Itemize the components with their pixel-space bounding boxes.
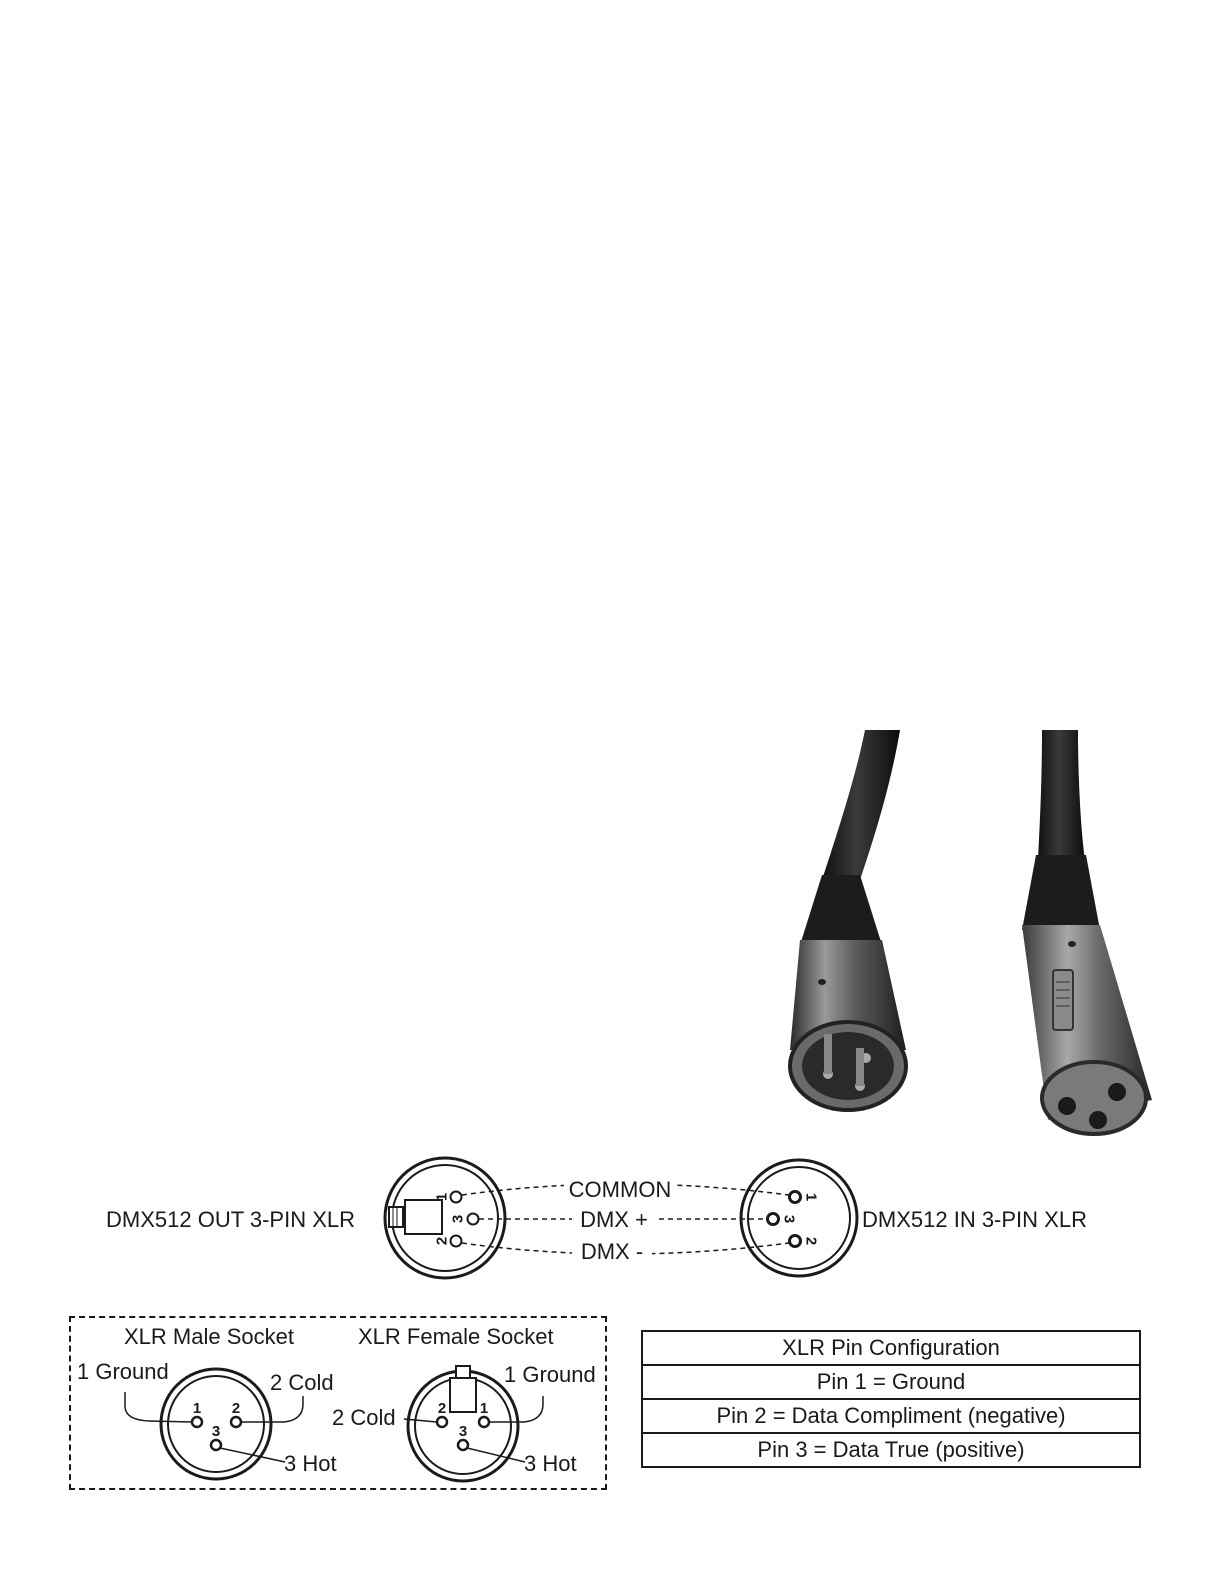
table-row xyxy=(642,1433,1140,1467)
female-pin-3 xyxy=(458,1440,468,1450)
table-cell: Pin 3 = Data True (positive) xyxy=(642,1433,1140,1467)
in-pin-3-num: 3 xyxy=(780,1214,798,1224)
pin-config-table xyxy=(641,1330,1141,1468)
table-row xyxy=(642,1331,1140,1365)
out-pin-2-num: 2 xyxy=(433,1236,451,1246)
male-socket-title: XLR Male Socket xyxy=(124,1324,294,1349)
table-cell: Pin 2 = Data Compliment (negative) xyxy=(642,1399,1140,1433)
dmx-wiring-diagram xyxy=(380,1155,860,1285)
female-boot xyxy=(1022,855,1100,930)
female-hot-label: 3 Hot xyxy=(524,1451,577,1476)
female-cold-label: 2 Cold xyxy=(332,1405,396,1430)
male-cold-label: 2 Cold xyxy=(270,1370,334,1395)
dmx-out-label: DMX512 OUT 3-PIN XLR xyxy=(106,1207,356,1232)
out-pin-3 xyxy=(468,1214,479,1225)
in-pin-2-num: 2 xyxy=(802,1236,820,1246)
female-pin-3-num: 3 xyxy=(458,1423,468,1440)
xlr-cable-photo xyxy=(760,730,1160,1140)
female-latch xyxy=(456,1366,470,1378)
female-pin-1-num: 1 xyxy=(479,1400,489,1417)
female-pin-2 xyxy=(437,1417,447,1427)
table-title: XLR Pin Configuration xyxy=(642,1331,1140,1365)
male-pin-1-num: 1 xyxy=(192,1400,202,1417)
label-dmx-minus: DMX - xyxy=(580,1239,644,1264)
out-pin-1-num: 1 xyxy=(433,1192,451,1202)
male-pin-3-num: 3 xyxy=(211,1423,221,1440)
in-pin-2 xyxy=(790,1236,801,1247)
female-ground-label: 1 Ground xyxy=(504,1362,596,1387)
table-row xyxy=(642,1399,1140,1433)
xlr-sockets-drawing xyxy=(69,1316,603,1486)
out-pin-3-num: 3 xyxy=(449,1214,467,1224)
label-dmx-plus: DMX + xyxy=(580,1207,648,1232)
female-socket-title: XLR Female Socket xyxy=(358,1324,554,1349)
male-boot xyxy=(800,875,882,945)
female-pin-2-num: 2 xyxy=(437,1400,447,1417)
female-latch xyxy=(1053,970,1073,1030)
male-pin-2 xyxy=(231,1417,241,1427)
label-common: COMMON xyxy=(568,1177,672,1202)
out-key xyxy=(405,1200,442,1234)
dmx-in-label: DMX512 IN 3-PIN XLR xyxy=(862,1207,1087,1232)
male-pin-2-num: 2 xyxy=(231,1400,241,1417)
table-cell: Pin 1 = Ground xyxy=(642,1365,1140,1399)
table-row xyxy=(642,1365,1140,1399)
male-pin-3 xyxy=(211,1440,221,1450)
female-pin-1 xyxy=(479,1417,489,1427)
female-key xyxy=(450,1378,476,1412)
out-latch xyxy=(389,1207,403,1227)
male-pin-1 xyxy=(192,1417,202,1427)
male-cable xyxy=(822,730,900,880)
in-connector-outer xyxy=(741,1160,857,1276)
female-cable xyxy=(1038,730,1085,860)
male-ground-label: 1 Ground xyxy=(77,1359,169,1384)
male-hot-label: 3 Hot xyxy=(284,1451,337,1476)
out-pin-2 xyxy=(451,1236,462,1247)
out-pin-1 xyxy=(451,1192,462,1203)
in-pin-3 xyxy=(768,1214,779,1225)
in-pin-1 xyxy=(790,1192,801,1203)
in-pin-1-num: 1 xyxy=(802,1192,820,1202)
